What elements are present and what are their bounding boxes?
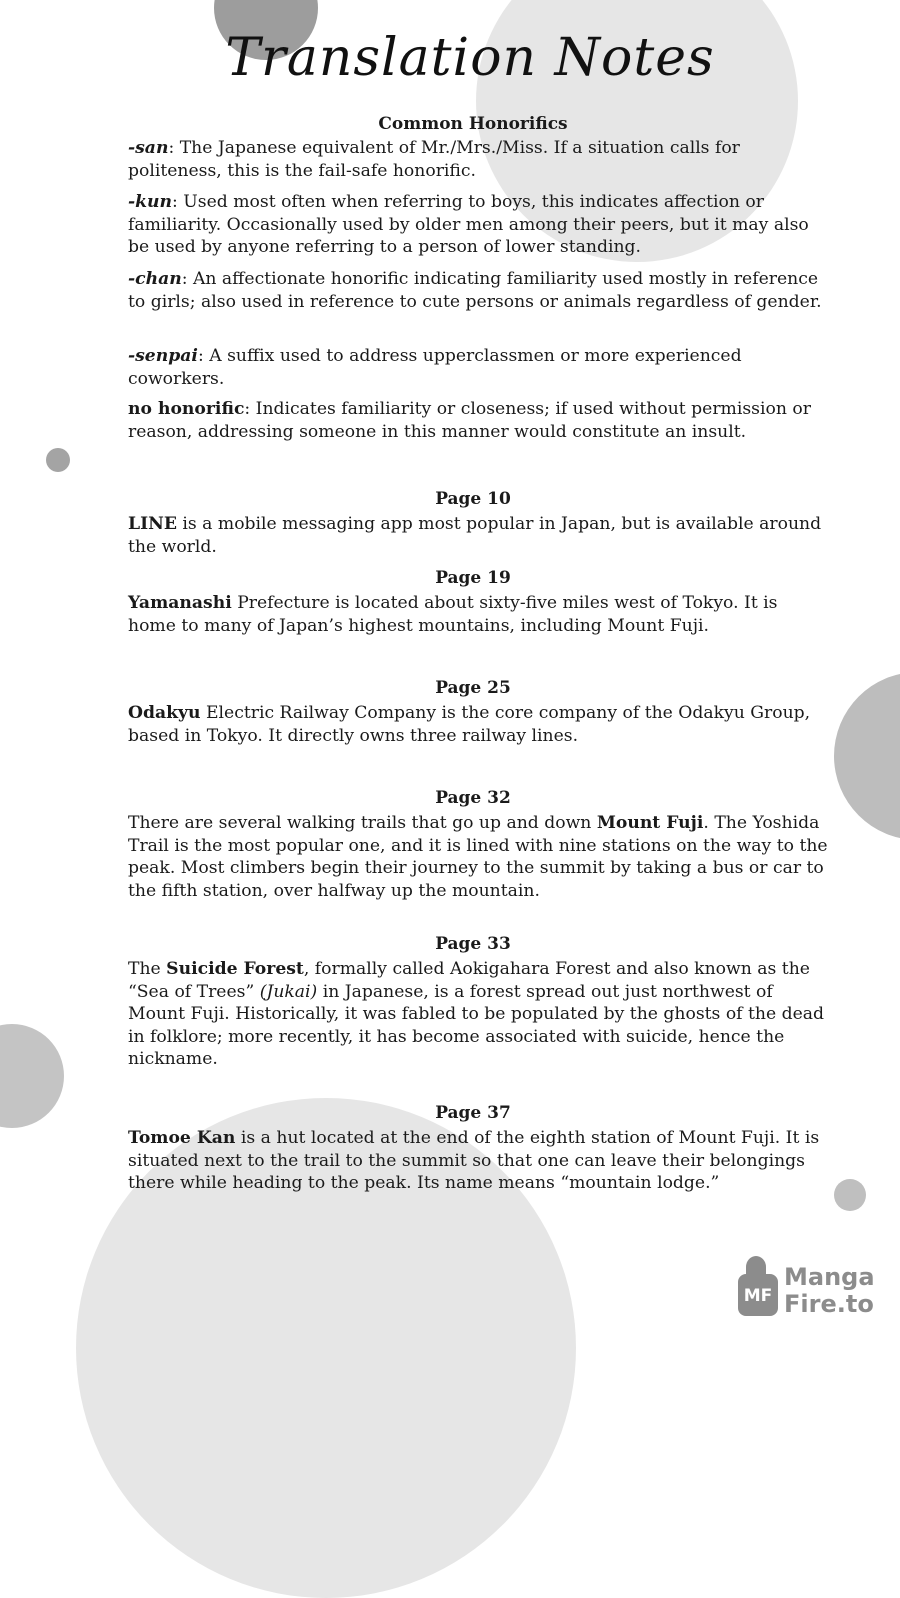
honorific-text: : The Japanese equivalent of Mr./Mrs./Miss. If a situation calls for politeness, this is the fail-safe honorific.: [128, 138, 740, 181]
honorific-term: no honorific: [128, 399, 245, 419]
note-text: [128, 513, 828, 558]
honorific-item: [128, 268, 828, 313]
honorific-item: [128, 137, 828, 182]
note-body: . The Yoshida Trail is the most popular one, and it is lined with nine stations on the way to the peak. Most climbers begin their journey to the summit by taking a bus or car to the fifth station, over halfway up the mountain.: [128, 813, 828, 901]
honorific-term: -chan: [128, 269, 182, 289]
honorific-text: : An affectionate honorific indicating familiarity used mostly in reference to girls; also used in reference to cute persons or animals regardless of gender.: [128, 269, 822, 312]
honorific-term: -senpai: [128, 346, 198, 366]
honorific-item: [128, 345, 828, 390]
logo-line: Fire.to: [784, 1290, 874, 1318]
note-text: [128, 702, 828, 747]
page-heading: Page 10: [435, 489, 511, 509]
note-body: There are several walking trails that go up and down: [128, 813, 597, 833]
note-body: is a mobile messaging app most popular in Japan, but is available around the world.: [128, 514, 822, 557]
page-heading: Page 19: [435, 568, 511, 588]
honorific-term: -kun: [128, 192, 173, 212]
note-body: The: [128, 959, 167, 979]
note-text: [128, 958, 828, 1071]
note-text: [128, 1127, 828, 1195]
page-heading: Page 33: [435, 934, 511, 954]
honorific-item: [128, 398, 828, 443]
logo-mark: MF: [738, 1274, 778, 1316]
logo-line: Manga: [784, 1263, 875, 1291]
note-body: Prefecture is located about sixty-five miles west of Tokyo. It is home to many of Japan’s highest mountains, including Mount Fuji.: [128, 593, 778, 636]
note-term: LINE: [128, 514, 177, 534]
section-heading: Common Honorifics: [378, 114, 568, 134]
note-italic: (Jukai): [259, 981, 318, 1002]
honorific-text: : A suffix used to address upperclassmen or more experienced coworkers.: [128, 346, 742, 389]
honorific-term: -san: [128, 138, 169, 158]
note-body: is a hut located at the end of the eighth station of Mount Fuji. It is situated next to the trail to the summit so that one can leave their belongings there while heading to the peak. Its name means “mountain lodge.”: [128, 1128, 820, 1193]
note-text: [128, 812, 828, 902]
page-title: Translation Notes: [225, 28, 715, 88]
note-body: Electric Railway Company is the core company of the Odakyu Group, based in Tokyo. It directly owns three railway lines.: [128, 703, 811, 746]
page-heading: Page 25: [435, 678, 511, 698]
note-term: Yamanashi: [128, 593, 232, 613]
honorific-item: [128, 191, 828, 259]
honorific-text: : Used most often when referring to boys, this indicates affection or familiarity. Occasionally used by older men among their peers, but it may also be used by anyone referring to a person of lower standing.: [128, 192, 809, 257]
note-text: [128, 592, 828, 637]
page-heading: Page 32: [435, 788, 511, 808]
note-term: Odakyu: [128, 703, 201, 723]
page-heading: Page 37: [435, 1103, 511, 1123]
note-term: Tomoe Kan: [128, 1128, 236, 1148]
logo-text: [784, 1264, 875, 1318]
note-term: Suicide Forest: [166, 959, 304, 979]
note-term: Mount Fuji: [596, 813, 704, 833]
note-body: in Japanese, is a forest spread out just northwest of Mount Fuji. Historically, it was fabled to be populated by the ghosts of the dead in folklore; more recently, it has become associated with suicide, hence the nickname.: [128, 981, 825, 1069]
note-body: , formally called Aokigahara Forest and also known as the “Sea of Trees”: [128, 959, 810, 1002]
honorific-text: : Indicates familiarity or closeness; if used without permission or reason, addressing someone in this manner would constitute an insult.: [128, 399, 811, 442]
watermark-logo: [736, 1262, 876, 1322]
